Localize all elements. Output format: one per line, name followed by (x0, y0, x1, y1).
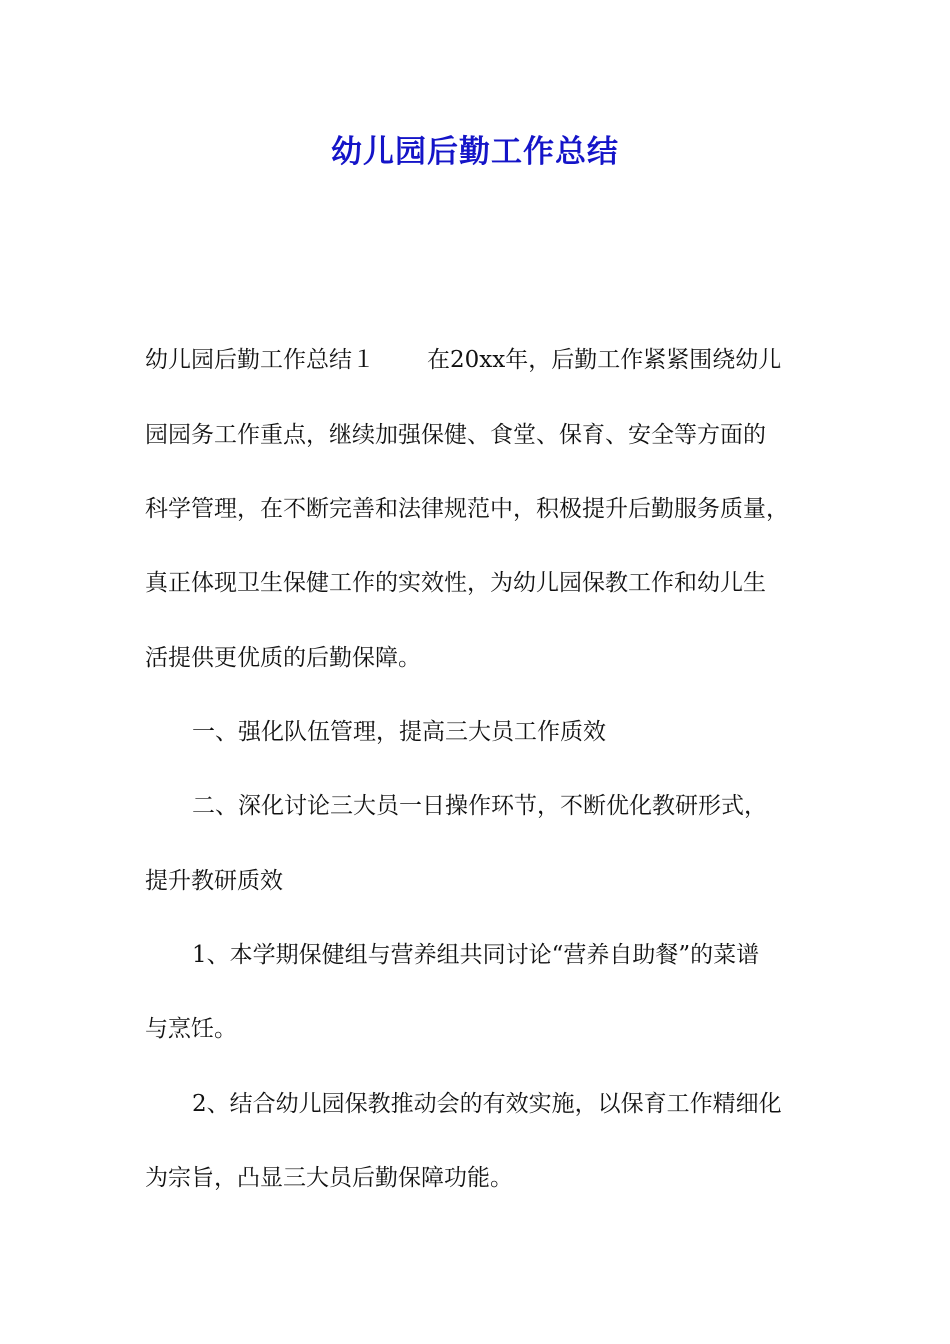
document-title: 幼儿园后勤工作总结 (331, 134, 619, 170)
section-heading-1: 一、强化队伍管理，提高三大员工作质效 (192, 719, 606, 745)
list-item-2: 2、结合幼儿园保教推动会的有效实施，以保育工作精细化 (192, 1091, 782, 1117)
paragraph-line-4: 真正体现卫生保健工作的实效性，为幼儿园保教工作和幼儿生 (145, 570, 766, 596)
section-heading-2-continued: 提升教研质效 (145, 868, 283, 894)
section-heading-2: 二、深化讨论三大员一日操作环节，不断优化教研形式， (192, 793, 767, 819)
paragraph-line-2: 园园务工作重点，继续加强保健、食堂、保育、安全等方面的 (145, 422, 766, 448)
article-label: 幼儿园后勤工作总结１ (145, 347, 375, 373)
paragraph-line-3: 科学管理，在不断完善和法律规范中，积极提升后勤服务质量， (145, 496, 789, 522)
paragraph-line-1 (145, 345, 781, 375)
list-item-2-continued: 为宗旨，凸显三大员后勤保障功能。 (145, 1165, 513, 1191)
paragraph-line-5: 活提供更优质的后勤保障。 (145, 645, 421, 671)
list-item-1-continued: 与烹饪。 (145, 1016, 237, 1042)
line-text: 在20xx年，后勤工作紧紧围绕幼儿 (427, 347, 782, 373)
list-item-1: 1、本学期保健组与营养组共同讨论“营养自助餐”的菜谱 (192, 942, 760, 968)
